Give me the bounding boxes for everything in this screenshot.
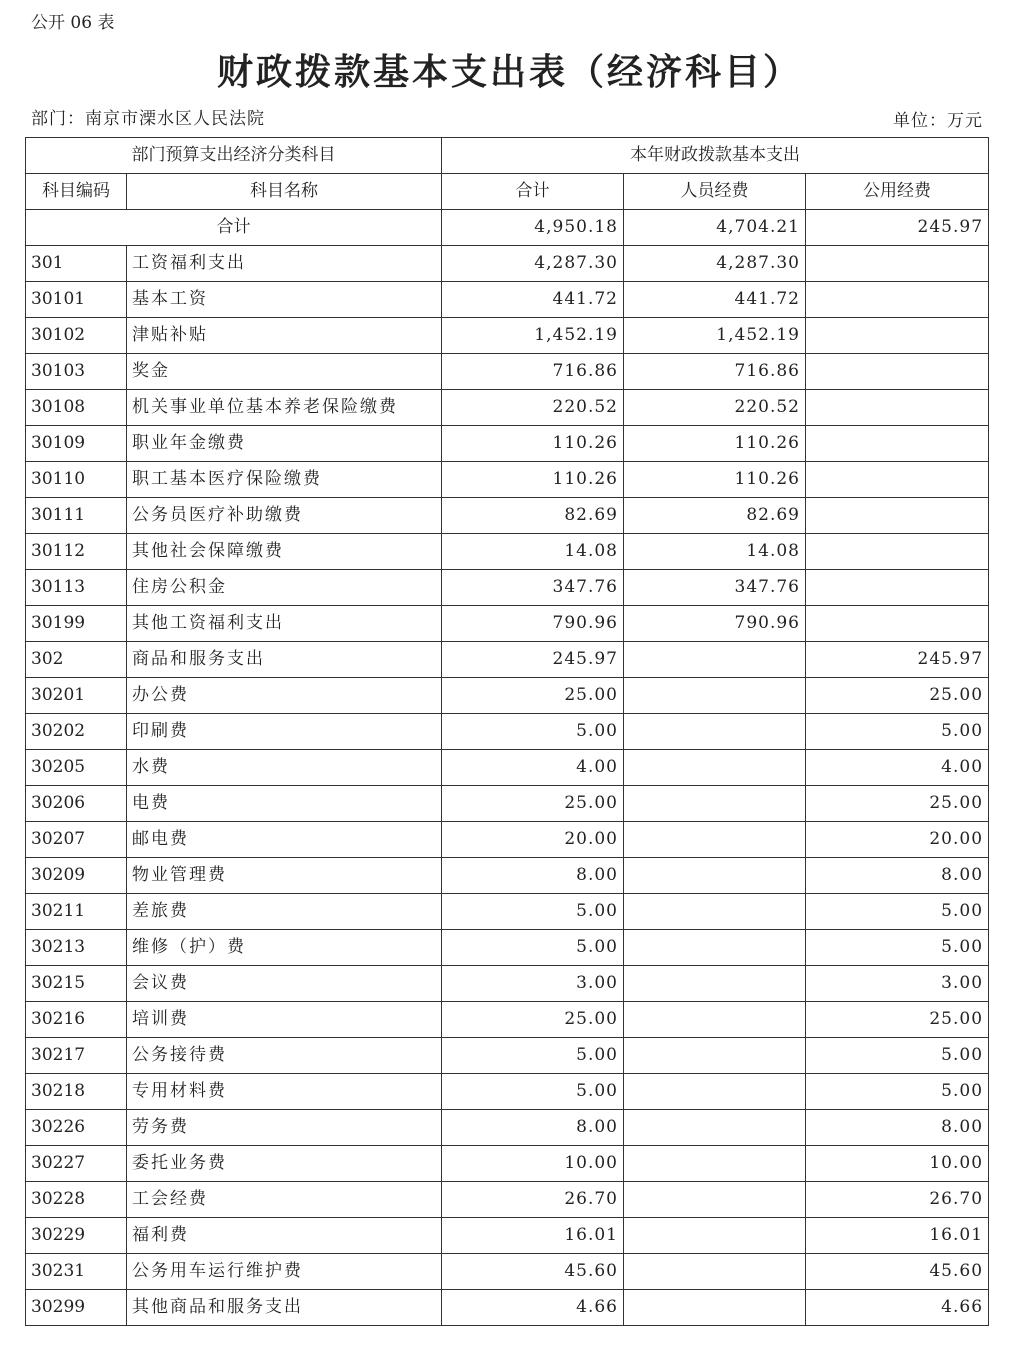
total-personnel: 4,704.21 (624, 210, 806, 246)
row-code: 30299 (26, 1290, 127, 1326)
row-name: 住房公积金 (127, 570, 442, 606)
row-personnel (624, 1002, 806, 1038)
row-code: 30215 (26, 966, 127, 1002)
table-row (26, 534, 989, 570)
row-personnel (624, 678, 806, 714)
row-total: 5.00 (442, 930, 624, 966)
table-row (26, 786, 989, 822)
row-public: 25.00 (806, 678, 989, 714)
row-public: 3.00 (806, 966, 989, 1002)
row-public: 5.00 (806, 1074, 989, 1110)
row-code: 302 (26, 642, 127, 678)
row-name: 委托业务费 (127, 1146, 442, 1182)
row-name: 其他社会保障缴费 (127, 534, 442, 570)
row-code: 30112 (26, 534, 127, 570)
row-personnel (624, 1074, 806, 1110)
row-personnel (624, 642, 806, 678)
table-row (26, 1182, 989, 1218)
row-public: 5.00 (806, 930, 989, 966)
row-personnel (624, 1290, 806, 1326)
table-row (26, 1254, 989, 1290)
row-name: 工会经费 (127, 1182, 442, 1218)
row-public (806, 282, 989, 318)
header-row-columns (26, 174, 989, 210)
row-name: 公务员医疗补助缴费 (127, 498, 442, 534)
row-personnel: 347.76 (624, 570, 806, 606)
row-personnel (624, 1218, 806, 1254)
row-name: 基本工资 (127, 282, 442, 318)
table-row (26, 966, 989, 1002)
row-public (806, 534, 989, 570)
row-name: 商品和服务支出 (127, 642, 442, 678)
table-row (26, 1038, 989, 1074)
table-row (26, 426, 989, 462)
row-public: 5.00 (806, 1038, 989, 1074)
table-row (26, 354, 989, 390)
row-personnel: 790.96 (624, 606, 806, 642)
row-total: 1,452.19 (442, 318, 624, 354)
row-public (806, 426, 989, 462)
row-total: 8.00 (442, 858, 624, 894)
row-name: 职工基本医疗保险缴费 (127, 462, 442, 498)
row-name: 工资福利支出 (127, 246, 442, 282)
table-row (26, 390, 989, 426)
row-code: 30209 (26, 858, 127, 894)
table-row (26, 714, 989, 750)
row-name: 其他商品和服务支出 (127, 1290, 442, 1326)
table-row (26, 246, 989, 282)
unit-label: 单位：万元 (893, 111, 983, 131)
row-total: 4.00 (442, 750, 624, 786)
row-public: 10.00 (806, 1146, 989, 1182)
row-personnel (624, 1110, 806, 1146)
row-code: 30202 (26, 714, 127, 750)
table-row (26, 642, 989, 678)
row-public (806, 246, 989, 282)
row-personnel (624, 1146, 806, 1182)
table-row (26, 750, 989, 786)
row-public: 8.00 (806, 858, 989, 894)
table-row (26, 1074, 989, 1110)
row-total: 347.76 (442, 570, 624, 606)
row-code: 30101 (26, 282, 127, 318)
row-personnel (624, 858, 806, 894)
row-name: 差旅费 (127, 894, 442, 930)
row-total: 26.70 (442, 1182, 624, 1218)
row-personnel (624, 894, 806, 930)
row-public: 8.00 (806, 1110, 989, 1146)
table-row (26, 930, 989, 966)
total-row (26, 210, 989, 246)
row-public: 5.00 (806, 714, 989, 750)
row-code: 301 (26, 246, 127, 282)
row-public: 5.00 (806, 894, 989, 930)
row-name: 办公费 (127, 678, 442, 714)
row-public (806, 462, 989, 498)
table-row (26, 822, 989, 858)
row-total: 790.96 (442, 606, 624, 642)
table-row (26, 570, 989, 606)
header-total: 合计 (442, 174, 624, 210)
row-total: 45.60 (442, 1254, 624, 1290)
row-personnel: 716.86 (624, 354, 806, 390)
row-code: 30227 (26, 1146, 127, 1182)
row-public: 26.70 (806, 1182, 989, 1218)
row-total: 16.01 (442, 1218, 624, 1254)
row-code: 30229 (26, 1218, 127, 1254)
row-public: 20.00 (806, 822, 989, 858)
table-row (26, 858, 989, 894)
row-personnel (624, 786, 806, 822)
row-personnel (624, 1182, 806, 1218)
row-code: 30110 (26, 462, 127, 498)
row-total: 716.86 (442, 354, 624, 390)
table-row (26, 318, 989, 354)
row-code: 30207 (26, 822, 127, 858)
header-name: 科目名称 (127, 174, 442, 210)
row-name: 公务接待费 (127, 1038, 442, 1074)
row-name: 其他工资福利支出 (127, 606, 442, 642)
row-public: 4.66 (806, 1290, 989, 1326)
table-row (26, 1110, 989, 1146)
row-name: 福利费 (127, 1218, 442, 1254)
table-row (26, 606, 989, 642)
row-total: 4,287.30 (442, 246, 624, 282)
row-name: 水费 (127, 750, 442, 786)
header-group-left: 部门预算支出经济分类科目 (26, 138, 442, 174)
total-label: 合计 (26, 210, 442, 246)
row-public: 45.60 (806, 1254, 989, 1290)
table-row (26, 462, 989, 498)
row-code: 30108 (26, 390, 127, 426)
row-personnel: 4,287.30 (624, 246, 806, 282)
header-personnel: 人员经费 (624, 174, 806, 210)
row-name: 邮电费 (127, 822, 442, 858)
row-code: 30226 (26, 1110, 127, 1146)
row-personnel: 1,452.19 (624, 318, 806, 354)
table-row (26, 1290, 989, 1326)
row-public (806, 606, 989, 642)
header-public: 公用经费 (806, 174, 989, 210)
row-name: 机关事业单位基本养老保险缴费 (127, 390, 442, 426)
row-name: 印刷费 (127, 714, 442, 750)
row-name: 物业管理费 (127, 858, 442, 894)
row-code: 30217 (26, 1038, 127, 1074)
total-sum: 4,950.18 (442, 210, 624, 246)
row-code: 30206 (26, 786, 127, 822)
row-name: 会议费 (127, 966, 442, 1002)
row-name: 维修（护）费 (127, 930, 442, 966)
row-total: 10.00 (442, 1146, 624, 1182)
row-code: 30111 (26, 498, 127, 534)
row-total: 4.66 (442, 1290, 624, 1326)
row-personnel (624, 930, 806, 966)
row-code: 30109 (26, 426, 127, 462)
total-public: 245.97 (806, 210, 989, 246)
row-personnel: 14.08 (624, 534, 806, 570)
row-personnel (624, 714, 806, 750)
row-total: 20.00 (442, 822, 624, 858)
row-public (806, 354, 989, 390)
expenditure-table (25, 137, 989, 1326)
row-code: 30216 (26, 1002, 127, 1038)
row-total: 110.26 (442, 462, 624, 498)
row-name: 公务用车运行维护费 (127, 1254, 442, 1290)
row-code: 30113 (26, 570, 127, 606)
row-total: 25.00 (442, 678, 624, 714)
row-personnel (624, 1254, 806, 1290)
row-public: 25.00 (806, 1002, 989, 1038)
row-personnel: 441.72 (624, 282, 806, 318)
row-total: 25.00 (442, 786, 624, 822)
row-public: 245.97 (806, 642, 989, 678)
row-name: 培训费 (127, 1002, 442, 1038)
table-row (26, 1002, 989, 1038)
row-code: 30205 (26, 750, 127, 786)
row-name: 专用材料费 (127, 1074, 442, 1110)
row-total: 5.00 (442, 894, 624, 930)
header-row-group (26, 138, 989, 174)
table-row (26, 1146, 989, 1182)
table-row (26, 678, 989, 714)
row-total: 110.26 (442, 426, 624, 462)
row-code: 30228 (26, 1182, 127, 1218)
row-total: 245.97 (442, 642, 624, 678)
row-public: 16.01 (806, 1218, 989, 1254)
row-personnel: 110.26 (624, 426, 806, 462)
row-public (806, 390, 989, 426)
table-row (26, 894, 989, 930)
row-personnel: 110.26 (624, 462, 806, 498)
header-group-right: 本年财政拨款基本支出 (442, 138, 989, 174)
row-personnel (624, 822, 806, 858)
row-total: 82.69 (442, 498, 624, 534)
row-public (806, 498, 989, 534)
table-row (26, 1218, 989, 1254)
row-code: 30231 (26, 1254, 127, 1290)
row-name: 劳务费 (127, 1110, 442, 1146)
row-code: 30211 (26, 894, 127, 930)
row-total: 5.00 (442, 714, 624, 750)
row-public (806, 318, 989, 354)
row-personnel (624, 966, 806, 1002)
department-label: 部门：南京市溧水区人民法院 (31, 109, 265, 129)
row-personnel (624, 750, 806, 786)
row-code: 30201 (26, 678, 127, 714)
row-personnel: 220.52 (624, 390, 806, 426)
row-name: 职业年金缴费 (127, 426, 442, 462)
row-name: 津贴补贴 (127, 318, 442, 354)
row-total: 14.08 (442, 534, 624, 570)
row-public: 25.00 (806, 786, 989, 822)
row-total: 8.00 (442, 1110, 624, 1146)
row-total: 25.00 (442, 1002, 624, 1038)
row-name: 奖金 (127, 354, 442, 390)
table-row (26, 498, 989, 534)
row-code: 30199 (26, 606, 127, 642)
row-total: 441.72 (442, 282, 624, 318)
row-total: 5.00 (442, 1074, 624, 1110)
table-row (26, 282, 989, 318)
row-code: 30102 (26, 318, 127, 354)
row-total: 3.00 (442, 966, 624, 1002)
row-code: 30213 (26, 930, 127, 966)
form-number: 公开 06 表 (31, 13, 115, 33)
row-personnel (624, 1038, 806, 1074)
row-code: 30103 (26, 354, 127, 390)
row-name: 电费 (127, 786, 442, 822)
row-total: 220.52 (442, 390, 624, 426)
row-public (806, 570, 989, 606)
row-total: 5.00 (442, 1038, 624, 1074)
header-code: 科目编码 (26, 174, 127, 210)
row-code: 30218 (26, 1074, 127, 1110)
row-personnel: 82.69 (624, 498, 806, 534)
row-public: 4.00 (806, 750, 989, 786)
page-title: 财政拨款基本支出表（经济科目） (216, 51, 802, 93)
